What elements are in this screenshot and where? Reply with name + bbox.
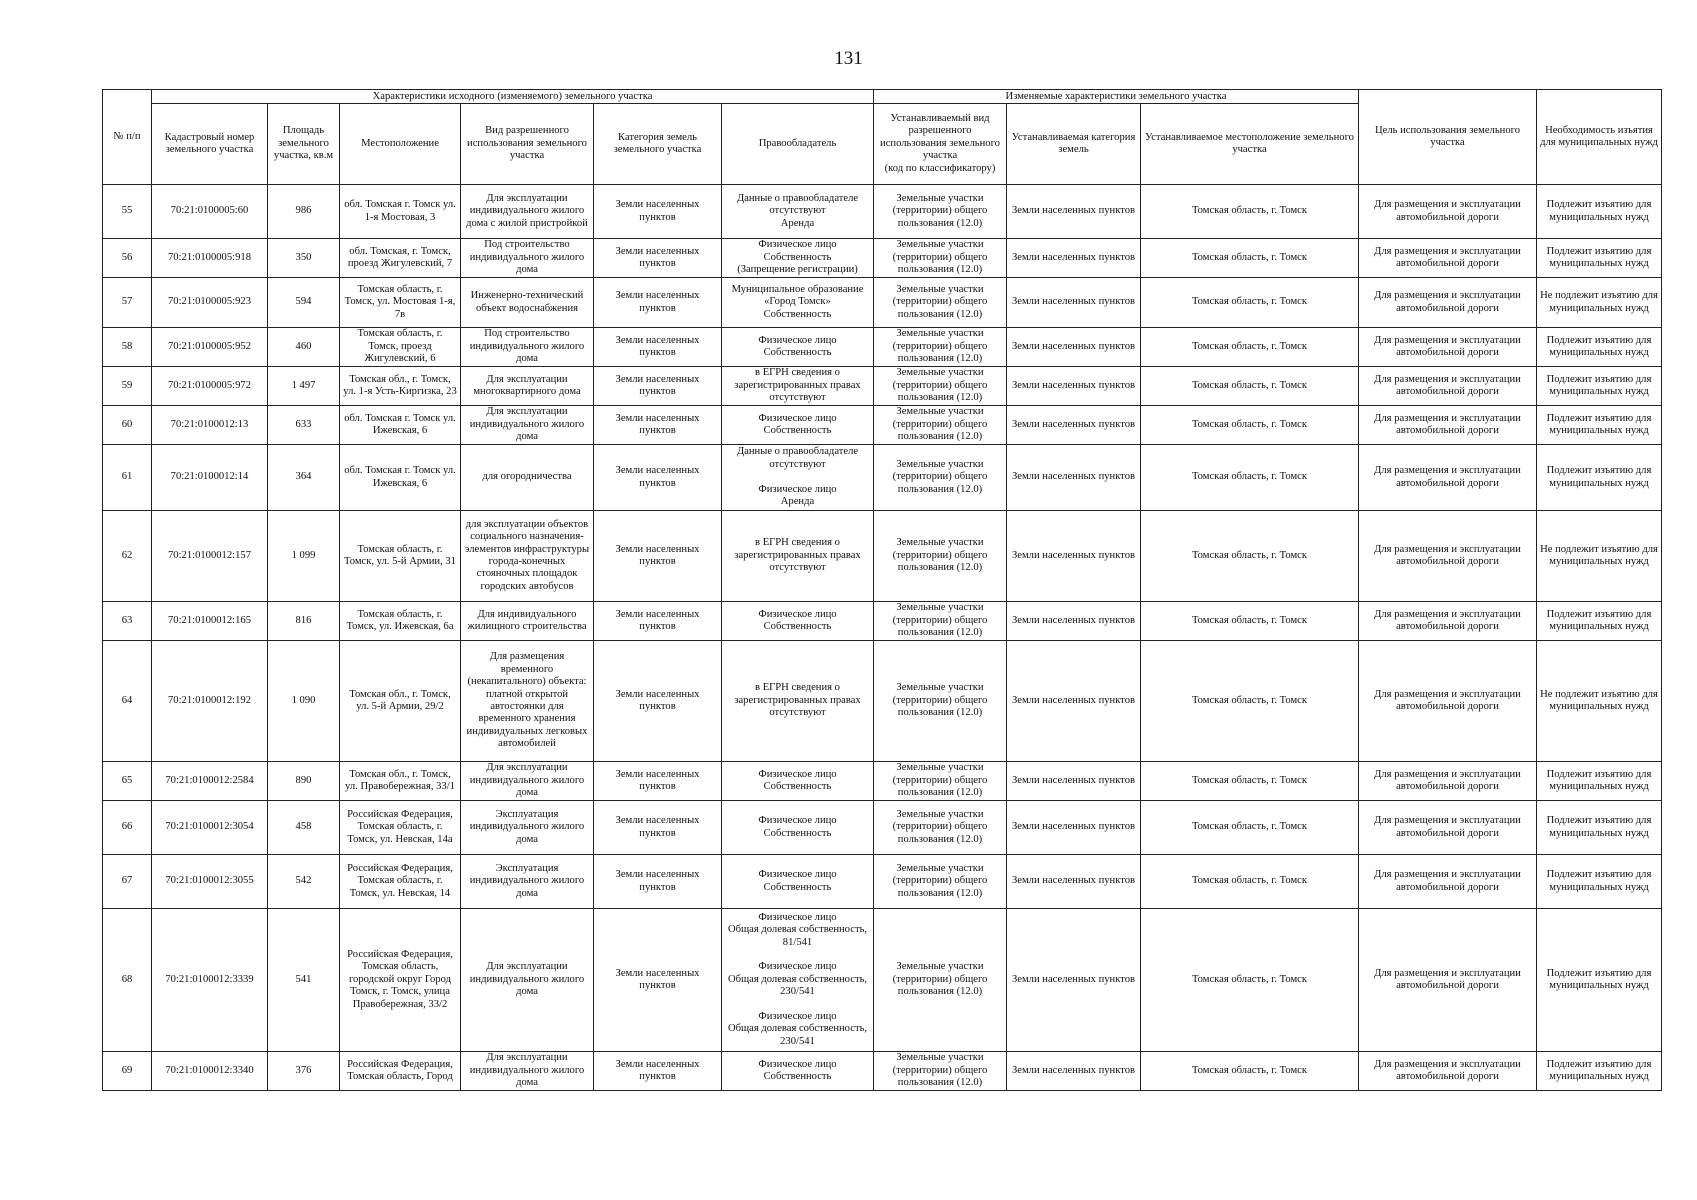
seizure-need-cell: Подлежит изъятию для муниципальных нужд — [1537, 367, 1662, 406]
new-land-category-cell: Земли населенных пунктов — [1007, 762, 1141, 801]
new-location-cell: Томская область, г. Томск — [1141, 762, 1359, 801]
row-number-cell: 65 — [103, 762, 152, 801]
purpose-cell: Для размещения и эксплуатации автомобильной дороги — [1359, 602, 1537, 641]
new-location-cell: Томская область, г. Томск — [1141, 185, 1359, 239]
new-land-category-cell: Земли населенных пунктов — [1007, 511, 1141, 602]
land-category-cell: Земли населенных пунктов — [594, 406, 722, 445]
new-location-cell: Томская область, г. Томск — [1141, 278, 1359, 328]
row-number-cell: 63 — [103, 602, 152, 641]
header-new-use: Устанавливаемый вид разрешенного использования земельного участка (код по классификатору) — [874, 104, 1007, 185]
cadastral-number-cell: 70:21:0100012:157 — [152, 511, 268, 602]
permitted-use-cell: Под строительство индивидуального жилого дома — [461, 239, 594, 278]
right-holder-cell: в ЕГРН сведения о зарегистрированных правах отсутствуют — [722, 641, 874, 762]
cadastral-number-cell: 70:21:0100012:192 — [152, 641, 268, 762]
header-permitted-use: Вид разрешенного использования земельного участка — [461, 104, 594, 185]
purpose-cell: Для размещения и эксплуатации автомобильной дороги — [1359, 762, 1537, 801]
location-cell: Томская область, г. Томск, ул. Ижевская, 6а — [340, 602, 461, 641]
table-row — [103, 185, 1662, 239]
row-number-cell: 68 — [103, 909, 152, 1052]
new-location-cell: Томская область, г. Томск — [1141, 406, 1359, 445]
purpose-cell: Для размещения и эксплуатации автомобильной дороги — [1359, 511, 1537, 602]
right-holder-cell: Муниципальное образование «Город Томск» Собственность — [722, 278, 874, 328]
area-cell: 460 — [268, 328, 340, 367]
new-permitted-use-cell: Земельные участки (территории) общего пользования (12.0) — [874, 909, 1007, 1052]
seizure-need-cell: Подлежит изъятию для муниципальных нужд — [1537, 762, 1662, 801]
new-land-category-cell: Земли населенных пунктов — [1007, 855, 1141, 909]
cadastral-number-cell: 70:21:0100012:14 — [152, 445, 268, 511]
new-location-cell: Томская область, г. Томск — [1141, 855, 1359, 909]
seizure-need-cell: Подлежит изъятию для муниципальных нужд — [1537, 909, 1662, 1052]
purpose-cell: Для размещения и эксплуатации автомобильной дороги — [1359, 406, 1537, 445]
table-row — [103, 641, 1662, 762]
location-cell: Томская обл., г. Томск, ул. Правобережная, 33/1 — [340, 762, 461, 801]
table-row — [103, 762, 1662, 801]
new-location-cell: Томская область, г. Томск — [1141, 445, 1359, 511]
new-permitted-use-cell: Земельные участки (территории) общего пользования (12.0) — [874, 801, 1007, 855]
location-cell: Российская Федерация, Томская область, г. Томск, ул. Невская, 14 — [340, 855, 461, 909]
location-cell: Томская обл., г. Томск, ул. 1-я Усть-Киргизка, 23 — [340, 367, 461, 406]
location-cell: обл. Томская, г. Томск, проезд Жигулевский, 7 — [340, 239, 461, 278]
new-land-category-cell: Земли населенных пунктов — [1007, 445, 1141, 511]
area-cell: 1 099 — [268, 511, 340, 602]
purpose-cell: Для размещения и эксплуатации автомобильной дороги — [1359, 641, 1537, 762]
area-cell: 890 — [268, 762, 340, 801]
cadastral-number-cell: 70:21:0100012:3055 — [152, 855, 268, 909]
permitted-use-cell: Инженерно-технический объект водоснабжения — [461, 278, 594, 328]
table-row — [103, 406, 1662, 445]
area-cell: 364 — [268, 445, 340, 511]
area-cell: 594 — [268, 278, 340, 328]
area-cell: 633 — [268, 406, 340, 445]
location-cell: Томская область, г. Томск, ул. Мостовая 1-я, 7в — [340, 278, 461, 328]
location-cell: обл. Томская г. Томск ул. Ижевская, 6 — [340, 445, 461, 511]
purpose-cell: Для размещения и эксплуатации автомобильной дороги — [1359, 278, 1537, 328]
right-holder-cell: Физическое лицо Собственность — [722, 762, 874, 801]
area-cell: 1 090 — [268, 641, 340, 762]
seizure-need-cell: Подлежит изъятию для муниципальных нужд — [1537, 1052, 1662, 1091]
permitted-use-cell: Для эксплуатации индивидуального жилого дома — [461, 406, 594, 445]
new-permitted-use-cell: Земельные участки (территории) общего пользования (12.0) — [874, 185, 1007, 239]
seizure-need-cell: Не подлежит изъятию для муниципальных нужд — [1537, 641, 1662, 762]
new-land-category-cell: Земли населенных пунктов — [1007, 328, 1141, 367]
location-cell: Российская Федерация, Томская область, г. Томск, ул. Невская, 14а — [340, 801, 461, 855]
permitted-use-cell: для эксплуатации объектов социального назначения-элементов инфраструктуры города-конечных стояночных площадок городских автобусов — [461, 511, 594, 602]
new-permitted-use-cell: Земельные участки (территории) общего пользования (12.0) — [874, 445, 1007, 511]
right-holder-cell: Физическое лицо Общая долевая собственность, 81/541 Физическое лицо Общая долевая собственность, 230/541 Физическое лицо Общая долевая собственность, 230/541 — [722, 909, 874, 1052]
table-row — [103, 909, 1662, 1052]
row-number-cell: 62 — [103, 511, 152, 602]
purpose-cell: Для размещения и эксплуатации автомобильной дороги — [1359, 367, 1537, 406]
new-permitted-use-cell: Земельные участки (территории) общего пользования (12.0) — [874, 641, 1007, 762]
cadastral-number-cell: 70:21:0100012:165 — [152, 602, 268, 641]
area-cell: 541 — [268, 909, 340, 1052]
land-plots-table — [102, 89, 1662, 1091]
new-land-category-cell: Земли населенных пунктов — [1007, 367, 1141, 406]
area-cell: 542 — [268, 855, 340, 909]
right-holder-cell: Данные о правообладателе отсутствуют Физическое лицо Аренда — [722, 445, 874, 511]
new-location-cell: Томская область, г. Томск — [1141, 367, 1359, 406]
purpose-cell: Для размещения и эксплуатации автомобильной дороги — [1359, 855, 1537, 909]
new-permitted-use-cell: Земельные участки (территории) общего пользования (12.0) — [874, 1052, 1007, 1091]
purpose-cell: Для размещения и эксплуатации автомобильной дороги — [1359, 185, 1537, 239]
new-location-cell: Томская область, г. Томск — [1141, 641, 1359, 762]
seizure-need-cell: Подлежит изъятию для муниципальных нужд — [1537, 328, 1662, 367]
purpose-cell: Для размещения и эксплуатации автомобильной дороги — [1359, 239, 1537, 278]
table-row — [103, 278, 1662, 328]
land-category-cell: Земли населенных пунктов — [594, 1052, 722, 1091]
land-category-cell: Земли населенных пунктов — [594, 367, 722, 406]
right-holder-cell: в ЕГРН сведения о зарегистрированных правах отсутствуют — [722, 367, 874, 406]
permitted-use-cell: для огородничества — [461, 445, 594, 511]
purpose-cell: Для размещения и эксплуатации автомобильной дороги — [1359, 328, 1537, 367]
new-permitted-use-cell: Земельные участки (территории) общего пользования (12.0) — [874, 602, 1007, 641]
right-holder-cell: Физическое лицо Собственность — [722, 1052, 874, 1091]
row-number-cell: 67 — [103, 855, 152, 909]
new-permitted-use-cell: Земельные участки (территории) общего пользования (12.0) — [874, 239, 1007, 278]
new-permitted-use-cell: Земельные участки (территории) общего пользования (12.0) — [874, 855, 1007, 909]
land-category-cell: Земли населенных пунктов — [594, 909, 722, 1052]
right-holder-cell: Физическое лицо Собственность — [722, 406, 874, 445]
table-row — [103, 602, 1662, 641]
table-row — [103, 367, 1662, 406]
seizure-need-cell: Подлежит изъятию для муниципальных нужд — [1537, 855, 1662, 909]
cadastral-number-cell: 70:21:0100012:3340 — [152, 1052, 268, 1091]
header-group-source: Характеристики исходного (изменяемого) земельного участка — [152, 90, 874, 104]
permitted-use-cell: Для эксплуатации индивидуального жилого дома — [461, 1052, 594, 1091]
table-row — [103, 511, 1662, 602]
seizure-need-cell: Подлежит изъятию для муниципальных нужд — [1537, 239, 1662, 278]
table-row — [103, 445, 1662, 511]
new-location-cell: Томская область, г. Томск — [1141, 511, 1359, 602]
cadastral-number-cell: 70:21:0100005:952 — [152, 328, 268, 367]
row-number-cell: 56 — [103, 239, 152, 278]
land-category-cell: Земли населенных пунктов — [594, 801, 722, 855]
row-number-cell: 59 — [103, 367, 152, 406]
row-number-cell: 69 — [103, 1052, 152, 1091]
new-land-category-cell: Земли населенных пунктов — [1007, 185, 1141, 239]
land-category-cell: Земли населенных пунктов — [594, 328, 722, 367]
new-permitted-use-cell: Земельные участки (территории) общего пользования (12.0) — [874, 511, 1007, 602]
seizure-need-cell: Подлежит изъятию для муниципальных нужд — [1537, 406, 1662, 445]
land-category-cell: Земли населенных пунктов — [594, 445, 722, 511]
table-row — [103, 1052, 1662, 1091]
new-land-category-cell: Земли населенных пунктов — [1007, 801, 1141, 855]
location-cell: Томская обл., г. Томск, ул. 5-й Армии, 29/2 — [340, 641, 461, 762]
seizure-need-cell: Подлежит изъятию для муниципальных нужд — [1537, 602, 1662, 641]
row-number-cell: 64 — [103, 641, 152, 762]
location-cell: обл. Томская г. Томск ул. Ижевская, 6 — [340, 406, 461, 445]
land-category-cell: Земли населенных пунктов — [594, 762, 722, 801]
area-cell: 1 497 — [268, 367, 340, 406]
purpose-cell: Для размещения и эксплуатации автомобильной дороги — [1359, 801, 1537, 855]
new-permitted-use-cell: Земельные участки (территории) общего пользования (12.0) — [874, 406, 1007, 445]
page-number: 131 — [834, 48, 863, 69]
area-cell: 350 — [268, 239, 340, 278]
location-cell: Томская область, г. Томск, ул. 5-й Армии, 31 — [340, 511, 461, 602]
new-land-category-cell: Земли населенных пунктов — [1007, 641, 1141, 762]
cadastral-number-cell: 70:21:0100005:918 — [152, 239, 268, 278]
new-location-cell: Томская область, г. Томск — [1141, 801, 1359, 855]
land-category-cell: Земли населенных пунктов — [594, 185, 722, 239]
row-number-cell: 57 — [103, 278, 152, 328]
header-category: Категория земель земельного участка — [594, 104, 722, 185]
permitted-use-cell: Для эксплуатации индивидуального жилого дома — [461, 909, 594, 1052]
header-group-changed: Изменяемые характеристики земельного участка — [874, 90, 1359, 104]
new-land-category-cell: Земли населенных пунктов — [1007, 239, 1141, 278]
new-land-category-cell: Земли населенных пунктов — [1007, 406, 1141, 445]
seizure-need-cell: Подлежит изъятию для муниципальных нужд — [1537, 801, 1662, 855]
table-row — [103, 239, 1662, 278]
land-category-cell: Земли населенных пунктов — [594, 511, 722, 602]
header-new-location: Устанавливаемое местоположение земельного участка — [1141, 104, 1359, 185]
cadastral-number-cell: 70:21:0100005:923 — [152, 278, 268, 328]
location-cell: Российская Федерация, Томская область, городской округ Город Томск, г. Томск, улица Правобережная, 33/2 — [340, 909, 461, 1052]
cadastral-number-cell: 70:21:0100005:60 — [152, 185, 268, 239]
purpose-cell: Для размещения и эксплуатации автомобильной дороги — [1359, 909, 1537, 1052]
cadastral-number-cell: 70:21:0100012:2584 — [152, 762, 268, 801]
new-location-cell: Томская область, г. Томск — [1141, 239, 1359, 278]
land-category-cell: Земли населенных пунктов — [594, 602, 722, 641]
right-holder-cell: Физическое лицо Собственность — [722, 801, 874, 855]
row-number-cell: 58 — [103, 328, 152, 367]
header-holder: Правообладатель — [722, 104, 874, 185]
location-cell: Российская Федерация, Томская область, Город — [340, 1052, 461, 1091]
header-purpose: Цель использования земельного участка — [1359, 90, 1537, 185]
new-land-category-cell: Земли населенных пунктов — [1007, 1052, 1141, 1091]
row-number-cell: 61 — [103, 445, 152, 511]
cadastral-number-cell: 70:21:0100012:3054 — [152, 801, 268, 855]
header-new-category: Устанавливаемая категория земель — [1007, 104, 1141, 185]
table-row — [103, 328, 1662, 367]
permitted-use-cell: Для эксплуатации индивидуального жилого дома с жилой пристройкой — [461, 185, 594, 239]
right-holder-cell: Физическое лицо Собственность — [722, 855, 874, 909]
new-land-category-cell: Земли населенных пунктов — [1007, 602, 1141, 641]
land-category-cell: Земли населенных пунктов — [594, 239, 722, 278]
seizure-need-cell: Не подлежит изъятию для муниципальных нужд — [1537, 278, 1662, 328]
row-number-cell: 60 — [103, 406, 152, 445]
land-category-cell: Земли населенных пунктов — [594, 641, 722, 762]
purpose-cell: Для размещения и эксплуатации автомобильной дороги — [1359, 445, 1537, 511]
new-location-cell: Томская область, г. Томск — [1141, 328, 1359, 367]
new-land-category-cell: Земли населенных пунктов — [1007, 909, 1141, 1052]
header-seizure: Необходимость изъятия для муниципальных нужд — [1537, 90, 1662, 185]
right-holder-cell: Физическое лицо Собственность — [722, 602, 874, 641]
new-permitted-use-cell: Земельные участки (территории) общего пользования (12.0) — [874, 367, 1007, 406]
header-location: Местоположение — [340, 104, 461, 185]
new-location-cell: Томская область, г. Томск — [1141, 602, 1359, 641]
new-permitted-use-cell: Земельные участки (территории) общего пользования (12.0) — [874, 328, 1007, 367]
permitted-use-cell: Для эксплуатации многоквартирного дома — [461, 367, 594, 406]
cadastral-number-cell: 70:21:0100012:3339 — [152, 909, 268, 1052]
table-row — [103, 801, 1662, 855]
permitted-use-cell: Для размещения временного (некапитального) объекта: платной открытой автостоянки для временного хранения индивидуальных легковых автомобилей — [461, 641, 594, 762]
location-cell: Томская область, г. Томск, проезд Жигулевский, 6 — [340, 328, 461, 367]
new-location-cell: Томская область, г. Томск — [1141, 1052, 1359, 1091]
new-permitted-use-cell: Земельные участки (территории) общего пользования (12.0) — [874, 278, 1007, 328]
cadastral-number-cell: 70:21:0100012:13 — [152, 406, 268, 445]
seizure-need-cell: Не подлежит изъятию для муниципальных нужд — [1537, 511, 1662, 602]
header-cadastral: Кадастровый номер земельного участка — [152, 104, 268, 185]
permitted-use-cell: Под строительство индивидуального жилого дома — [461, 328, 594, 367]
area-cell: 816 — [268, 602, 340, 641]
new-permitted-use-cell: Земельные участки (территории) общего пользования (12.0) — [874, 762, 1007, 801]
header-num: № п/п — [103, 90, 152, 185]
area-cell: 986 — [268, 185, 340, 239]
land-category-cell: Земли населенных пунктов — [594, 278, 722, 328]
land-category-cell: Земли населенных пунктов — [594, 855, 722, 909]
permitted-use-cell: Для эксплуатации индивидуального жилого дома — [461, 762, 594, 801]
seizure-need-cell: Подлежит изъятию для муниципальных нужд — [1537, 445, 1662, 511]
permitted-use-cell: Эксплуатация индивидуального жилого дома — [461, 855, 594, 909]
purpose-cell: Для размещения и эксплуатации автомобильной дороги — [1359, 1052, 1537, 1091]
area-cell: 376 — [268, 1052, 340, 1091]
right-holder-cell: Данные о правообладателе отсутствуют Аренда — [722, 185, 874, 239]
new-land-category-cell: Земли населенных пунктов — [1007, 278, 1141, 328]
seizure-need-cell: Подлежит изъятию для муниципальных нужд — [1537, 185, 1662, 239]
right-holder-cell: в ЕГРН сведения о зарегистрированных правах отсутствуют — [722, 511, 874, 602]
right-holder-cell: Физическое лицо Собственность — [722, 328, 874, 367]
new-location-cell: Томская область, г. Томск — [1141, 909, 1359, 1052]
table-row — [103, 855, 1662, 909]
cadastral-number-cell: 70:21:0100005:972 — [152, 367, 268, 406]
header-area: Площадь земельного участка, кв.м — [268, 104, 340, 185]
location-cell: обл. Томская г. Томск ул. 1-я Мостовая, 3 — [340, 185, 461, 239]
permitted-use-cell: Эксплуатация индивидуального жилого дома — [461, 801, 594, 855]
area-cell: 458 — [268, 801, 340, 855]
permitted-use-cell: Для индивидуального жилищного строительства — [461, 602, 594, 641]
right-holder-cell: Физическое лицо Собственность (Запрещение регистрации) — [722, 239, 874, 278]
row-number-cell: 55 — [103, 185, 152, 239]
row-number-cell: 66 — [103, 801, 152, 855]
